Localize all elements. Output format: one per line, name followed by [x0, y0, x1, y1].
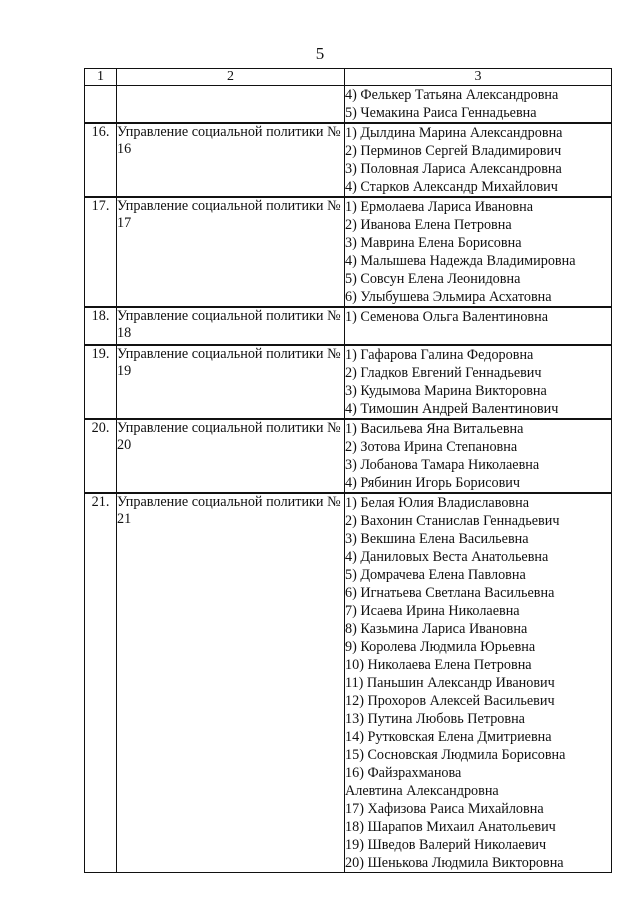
department-name: Управление социальной политики № 16 [117, 123, 345, 197]
department-name: Управление социальной политики № 18 [117, 307, 345, 345]
table-row [85, 419, 612, 493]
header-col-1: 1 [85, 69, 117, 86]
member-name: 3) Половная Лариса Александровна [345, 161, 562, 177]
members-cell [345, 123, 612, 197]
member-name: 5) Домрачева Елена Павловна [345, 567, 526, 583]
table-row [85, 86, 612, 124]
member-name: 10) Николаева Елена Петровна [345, 657, 532, 673]
member-name: 8) Казьмина Лариса Ивановна [345, 621, 528, 637]
member-name: 9) Королева Людмила Юрьевна [345, 639, 536, 655]
table-row [85, 307, 612, 345]
member-name: 1) Ермолаева Лариса Ивановна [345, 199, 534, 215]
member-name: 5) Чемакина Раиса Геннадьевна [345, 105, 537, 121]
member-name: 2) Иванова Елена Петровна [345, 217, 512, 233]
department-name: Управление социальной политики № 19 [117, 345, 345, 419]
members-cell [345, 86, 612, 124]
member-name: 4) Тимошин Андрей Валентинович [345, 401, 559, 417]
member-name: 16) Файзрахманова [345, 765, 462, 781]
member-name: 2) Зотова Ирина Степановна [345, 439, 518, 455]
member-name: 2) Перминов Сергей Владимирович [345, 143, 562, 159]
row-number: 20. [85, 419, 117, 493]
table-header-row [85, 69, 612, 86]
member-name: 19) Шведов Валерий Николаевич [345, 837, 547, 853]
member-name: 4) Даниловых Веста Анатольевна [345, 549, 549, 565]
member-name: 12) Прохоров Алексей Васильевич [345, 693, 555, 709]
member-name: 1) Дылдина Марина Александровна [345, 125, 563, 141]
members-cell [345, 419, 612, 493]
member-name: 3) Маврина Елена Борисовна [345, 235, 522, 251]
member-name: 2) Гладков Евгений Геннадьевич [345, 365, 542, 381]
member-name: 3) Кудымова Марина Викторовна [345, 383, 547, 399]
header-col-3: 3 [345, 69, 612, 86]
member-name: 1) Васильева Яна Витальевна [345, 421, 524, 437]
page-number: 5 [315, 44, 325, 63]
table-row [85, 197, 612, 307]
member-name: 15) Сосновская Людмила Борисовна [345, 747, 566, 763]
member-name: 1) Семенова Ольга Валентиновна [345, 309, 548, 325]
member-name: 5) Совсун Елена Леонидовна [345, 271, 521, 287]
member-name: 6) Улыбушева Эльмира Асхатовна [345, 289, 552, 305]
row-number: 21. [85, 493, 117, 873]
table-row [85, 123, 612, 197]
members-cell [345, 307, 612, 345]
row-number [85, 86, 117, 124]
department-name: Управление социальной политики № 17 [117, 197, 345, 307]
row-number: 19. [85, 345, 117, 419]
table-body [85, 86, 612, 873]
member-name: 6) Игнатьева Светлана Васильевна [345, 585, 555, 601]
member-name: Алевтина Александровна [345, 783, 499, 799]
members-table [84, 68, 612, 873]
member-name: 1) Гафарова Галина Федоровна [345, 347, 534, 363]
member-name: 14) Рутковская Елена Дмитриевна [345, 729, 552, 745]
member-name: 1) Белая Юлия Владиславовна [345, 495, 530, 511]
member-name: 4) Рябинин Игорь Борисович [345, 475, 521, 491]
members-cell [345, 493, 612, 873]
member-name: 2) Вахонин Станислав Геннадьевич [345, 513, 560, 529]
member-name: 3) Векшина Елена Васильевна [345, 531, 529, 547]
member-name: 11) Паньшин Александр Иванович [345, 675, 555, 691]
row-number: 18. [85, 307, 117, 345]
members-cell [345, 197, 612, 307]
member-name: 4) Фелькер Татьяна Александровна [345, 87, 559, 103]
member-name: 4) Старков Александр Михайлович [345, 179, 558, 195]
department-name: Управление социальной политики № 21 [117, 493, 345, 873]
member-name: 4) Малышева Надежда Владимировна [345, 253, 576, 269]
department-name: Управление социальной политики № 20 [117, 419, 345, 493]
member-name: 18) Шарапов Михаил Анатольевич [345, 819, 556, 835]
member-name: 20) Шенькова Людмила Викторовна [345, 855, 564, 871]
members-cell [345, 345, 612, 419]
row-number: 16. [85, 123, 117, 197]
member-name: 13) Путина Любовь Петровна [345, 711, 525, 727]
member-name [345, 326, 611, 344]
row-number: 17. [85, 197, 117, 307]
member-name: 7) Исаева Ирина Николаевна [345, 603, 520, 619]
department-name [117, 86, 345, 124]
table-row [85, 345, 612, 419]
header-col-2: 2 [117, 69, 345, 86]
table-row [85, 493, 612, 873]
member-name: 3) Лобанова Тамара Николаевна [345, 457, 540, 473]
member-name: 17) Хафизова Раиса Михайловна [345, 801, 544, 817]
